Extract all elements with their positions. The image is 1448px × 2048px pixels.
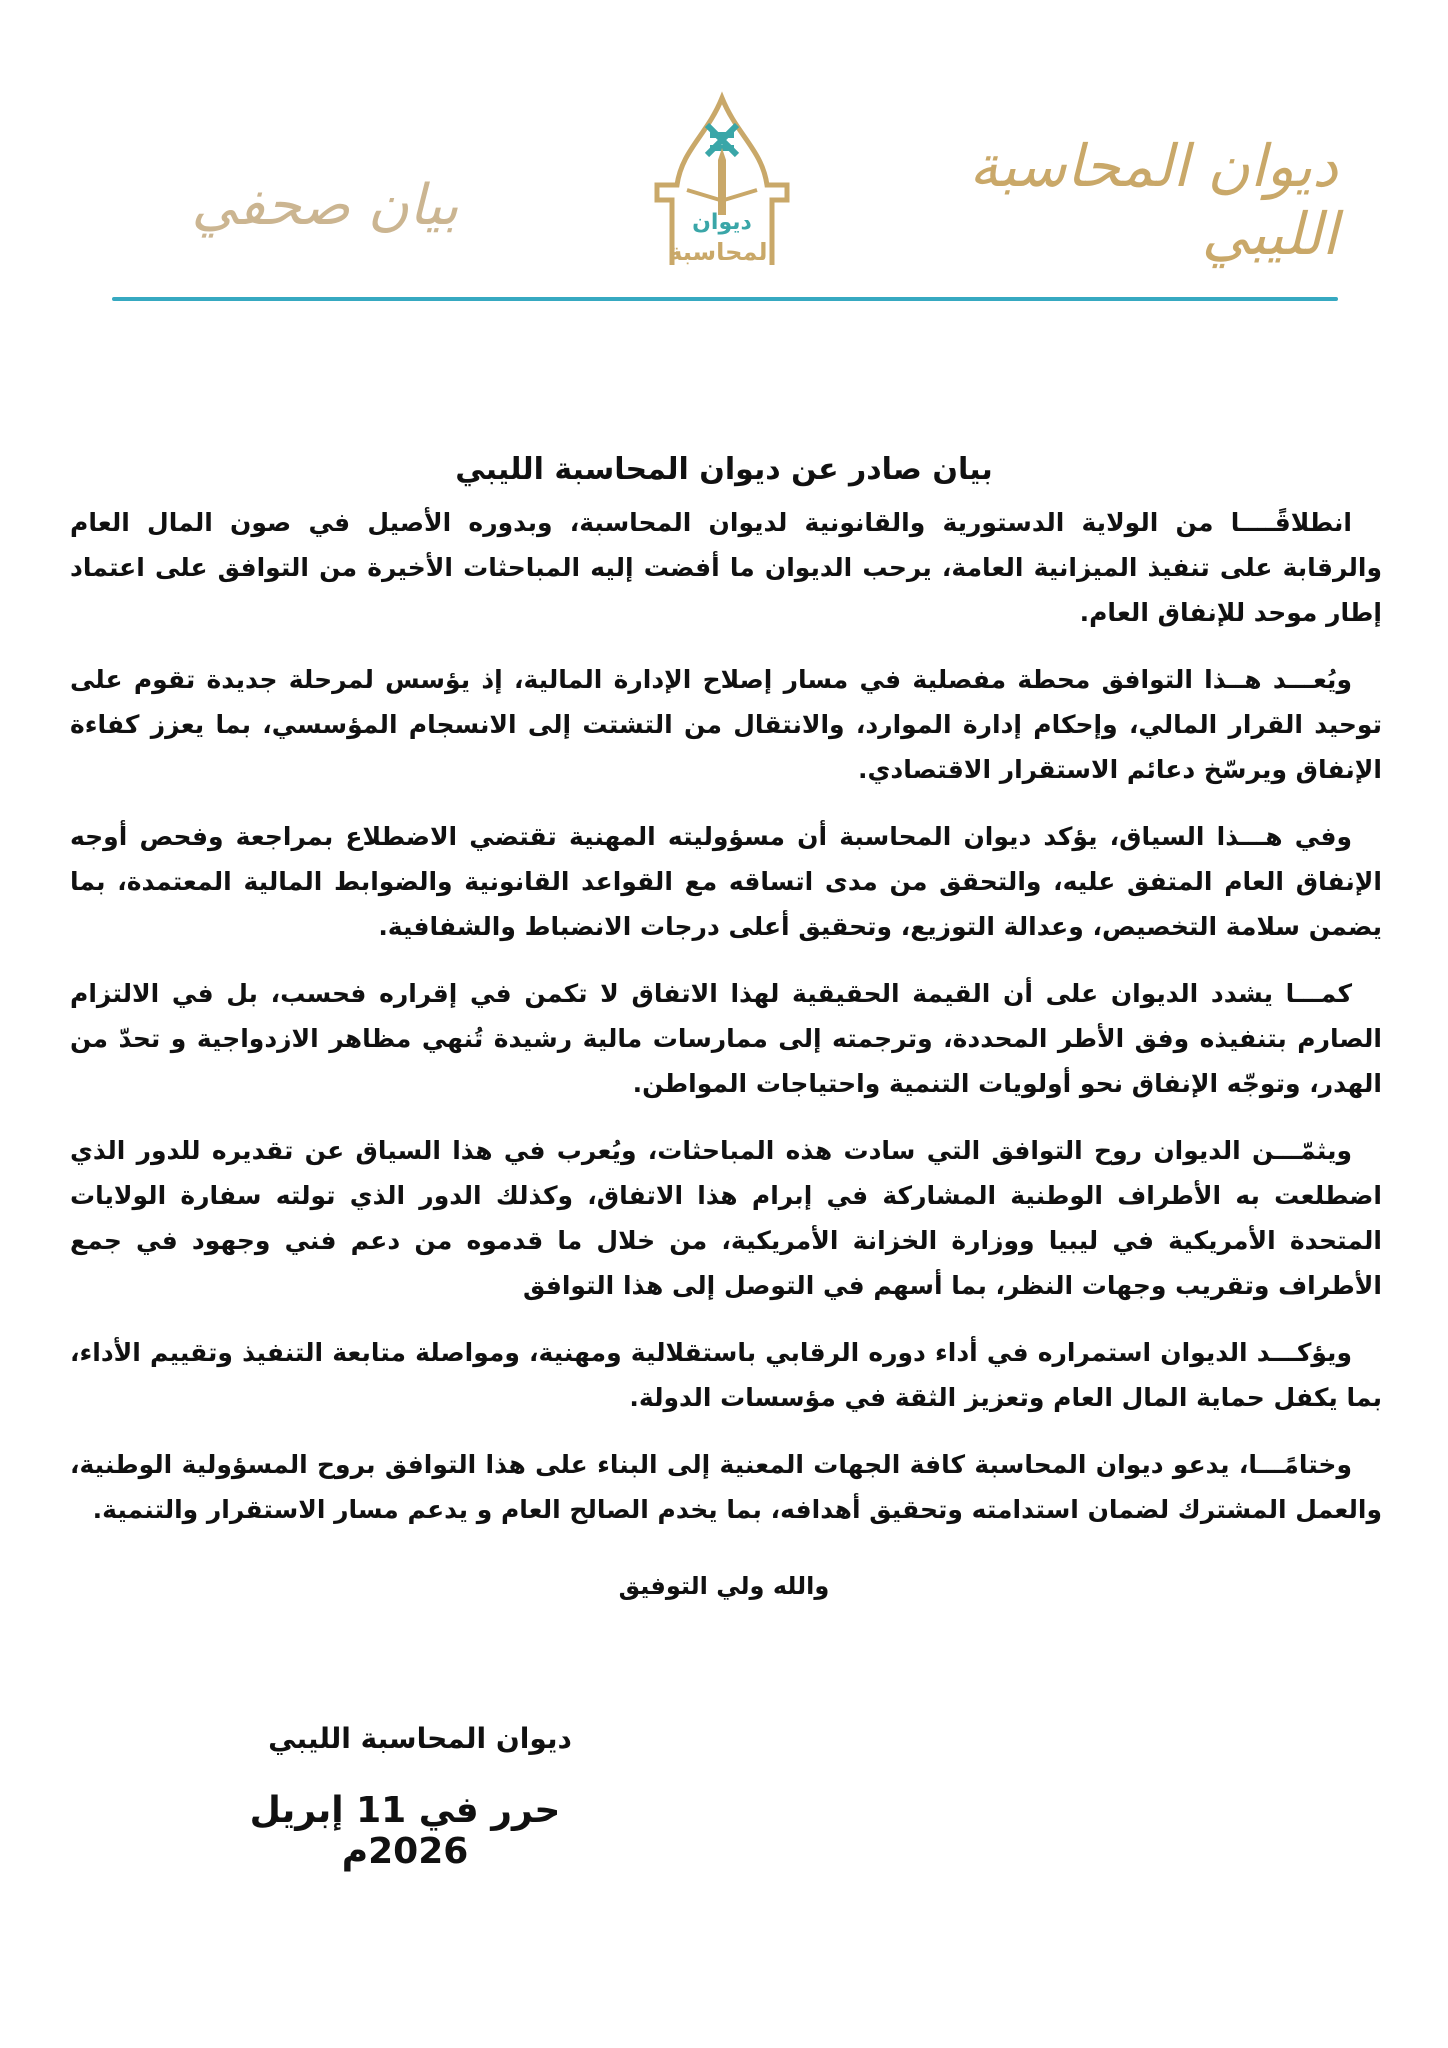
closing-phrase: والله ولي التوفيق [618, 1572, 830, 1600]
letterhead-press-release-label: بيان صحفي [191, 172, 459, 238]
paragraph-5 [70, 1128, 1382, 1308]
paragraph-lead: انطلاقًــــا [1230, 508, 1352, 537]
letterhead-brand-name: ديوان المحاسبة الليبي [969, 132, 1338, 268]
paragraph-lead: ويُعـــد هــذا التوافق [1101, 665, 1352, 694]
audit-bureau-emblem-icon [632, 90, 812, 270]
document-title: بيان صادر عن ديوان المحاسبة الليبي [455, 452, 993, 488]
document-body [70, 500, 1382, 1554]
signature-date: حرر في 11 إبريل 2026م [249, 1790, 561, 1872]
paragraph-text: استمراره في أداء دوره الرقابي باستقلالية ومهنية، ومواصلة متابعة التنفيذ وتقييم الأداء، بما يكفل حماية المال العام وتعزيز الثقة في مؤسسات الدولة. [70, 1338, 1382, 1412]
paragraph-lead: وفي هـــذا السياق، [1109, 822, 1352, 851]
emblem-text-top: ديوان [692, 210, 752, 235]
signature-name: ديوان المحاسبة الليبي [268, 1722, 572, 1755]
paragraph-lead: ويثمّـــن الديوان [1153, 1136, 1352, 1165]
paragraph-7 [70, 1442, 1382, 1532]
paragraph-lead: كمـــا يشدد الديوان [1110, 979, 1352, 1008]
paragraph-text: من الولاية الدستورية والقانونية لديوان المحاسبة، وبدوره الأصيل في صون المال العام والرقابة على تنفيذ الميزانية العامة، يرحب الديوان ما أفضت إليه المباحثات الأخيرة من التوافق على اعتماد إطار موحد للإنفاق العام. [70, 508, 1382, 627]
paragraph-text: يدعو ديوان المحاسبة كافة الجهات المعنية إلى البناء على هذا التوافق بروح المسؤولية الوطنية، والعمل المشترك لضمان استدامته وتحقيق أهدافه، بما يخدم الصالح العام و يدعم مسار الاستقرار والتنمية. [70, 1450, 1382, 1524]
emblem-text-bottom: المحاسبة [668, 238, 776, 266]
paragraph-4 [70, 971, 1382, 1106]
paragraph-lead: ويؤكـــد الديوان [1160, 1338, 1352, 1367]
paragraph-text: محطة مفصلية في مسار إصلاح الإدارة المالية، إذ يؤسس لمرحلة جديدة تقوم على توحيد القرار المالي، وإحكام إدارة الموارد، والانتقال من التشتت إلى الانسجام المؤسسي، بما يعزز كفاءة الإنفاق ويرسّخ دعائم الاستقرار الاقتصادي. [70, 665, 1382, 784]
paragraph-6 [70, 1330, 1382, 1420]
paragraph-text: روح التوافق التي سادت هذه المباحثات، ويُعرب في هذا السياق عن تقديره للدور الذي اضطلعت به الأطراف الوطنية المشاركة في إبرام هذا الاتفاق، وكذلك الدور الذي تولته سفارة الولايات المتحدة الأمريكية في ليبيا ووزارة الخزانة الأمريكية، من خلال ما قدموه من دعم فني وجهود في جمع الأطراف وتقريب وجهات النظر، بما أسهم في التوصل إلى هذا التوافق [70, 1136, 1382, 1300]
paragraph-lead: وختامًـــا، [1238, 1450, 1352, 1479]
paragraph-1 [70, 500, 1382, 635]
paragraph-3 [70, 814, 1382, 949]
paragraph-text: يؤكد ديوان المحاسبة أن مسؤوليته المهنية تقتضي الاضطلاع بمراجعة وفحص أوجه الإنفاق العام المتفق عليه، والتحقق من مدى اتساقه مع القواعد القانونية والضوابط المالية المعتمدة، بما يضمن سلامة التخصيص، وعدالة التوزيع، وتحقيق أعلى درجات الانضباط والشفافية. [70, 822, 1382, 941]
paragraph-2 [70, 657, 1382, 792]
header-divider [112, 297, 1338, 301]
letterhead [0, 0, 1448, 310]
paragraph-text: على أن القيمة الحقيقية لهذا الاتفاق لا تكمن في إقراره فحسب، بل في الالتزام الصارم بتنفيذه وفق الأطر المحددة، وترجمته إلى ممارسات مالية رشيدة تُنهي مظاهر الازدواجية و تحدّ من الهدر، وتوجّه الإنفاق نحو أولويات التنمية واحتياجات المواطن. [70, 979, 1382, 1098]
